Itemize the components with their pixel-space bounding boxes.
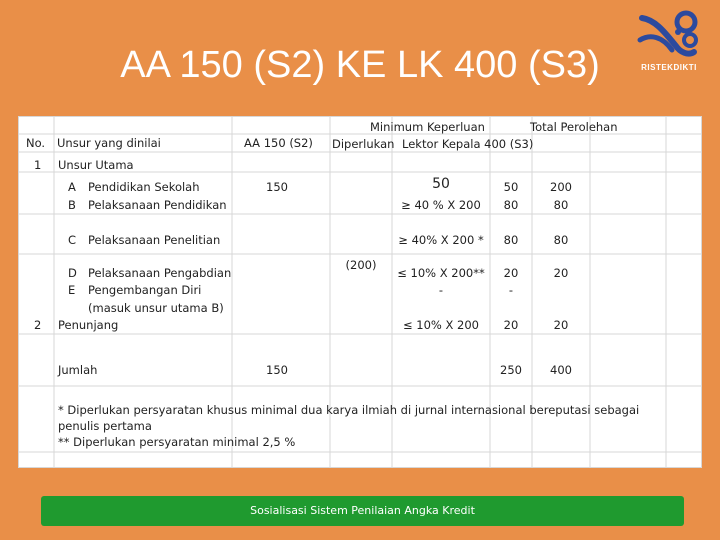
row-d-total2: 20	[553, 266, 569, 280]
footer-banner-button[interactable]: Sosialisasi Sistem Penilaian Angka Kredit	[41, 496, 684, 526]
requirements-table	[18, 116, 702, 468]
footnote-line-2: penulis pertama	[58, 419, 152, 433]
header-lektor-kepala: Lektor Kepala 400 (S3)	[402, 137, 534, 151]
row-penunjang-label: Penunjang	[58, 318, 119, 332]
row-d-lk: ≤ 10% X 200**	[397, 266, 485, 280]
row-c-label: Pelaksanaan Penelitian	[88, 233, 221, 247]
row-b-letter: B	[68, 198, 76, 212]
row-utama-label: Unsur Utama	[58, 158, 134, 172]
row-e-lk: -	[438, 283, 444, 297]
row-a-lk: 50	[432, 176, 450, 192]
row-jumlah-total1: 250	[500, 363, 522, 377]
row-d-letter: D	[68, 266, 77, 280]
row-penunjang-total2: 20	[553, 318, 569, 332]
minimum-value: (200)	[345, 258, 377, 272]
header-total-perolehan: Total Perolehan	[530, 120, 618, 134]
ristekdikti-emblem-icon	[636, 6, 702, 64]
row-penunjang-total1: 20	[503, 318, 519, 332]
footnote-line-3: ** Diperlukan persyaratan minimal 2,5 %	[58, 435, 296, 449]
row-b-lk: ≥ 40 % X 200	[401, 198, 481, 212]
row-e-sub: (masuk unsur utama B)	[88, 301, 224, 315]
header-no: No.	[26, 136, 46, 150]
row-c-letter: C	[68, 233, 77, 247]
row-e-label: Pengembangan Diri	[88, 283, 202, 297]
header-aa150: AA 150 (S2)	[244, 136, 313, 150]
row-e-total1: -	[508, 283, 514, 297]
row-a-letter: A	[68, 180, 76, 194]
row-e-letter: E	[68, 283, 76, 297]
row-penunjang-no: 2	[34, 318, 42, 332]
row-c-lk: ≥ 40% X 200 *	[398, 233, 484, 247]
row-jumlah-total2: 400	[550, 363, 572, 377]
row-b-label: Pelaksanaan Pendidikan	[88, 198, 227, 212]
row-utama-no: 1	[34, 158, 42, 172]
row-c-total1: 80	[503, 233, 519, 247]
ristekdikti-logo	[636, 6, 702, 76]
header-unsur: Unsur yang dinilai	[57, 136, 161, 150]
footnote-line-1: * Diperlukan persyaratan khusus minimal dua karya ilmiah di jurnal internasional bereputasi sebagai	[58, 403, 640, 417]
row-c-total2: 80	[553, 233, 569, 247]
row-jumlah-label: Jumlah	[58, 363, 98, 377]
row-b-total1: 80	[503, 198, 519, 212]
row-d-total1: 20	[503, 266, 519, 280]
row-b-total2: 80	[553, 198, 569, 212]
row-jumlah-aa150: 150	[266, 363, 288, 377]
logo-text: RISTEKDIKTI	[641, 63, 697, 72]
row-d-label: Pelaksanaan Pengabdian	[88, 266, 232, 280]
slide-title: AA 150 (S2) KE LK 400 (S3)	[120, 44, 600, 86]
row-a-total1: 50	[503, 180, 519, 194]
row-a-label: Pendidikan Sekolah	[88, 180, 200, 194]
row-a-aa150: 150	[266, 180, 288, 194]
row-a-total2: 200	[550, 180, 572, 194]
row-penunjang-lk: ≤ 10% X 200	[403, 318, 479, 332]
header-diperlukan: Diperlukan	[332, 137, 395, 151]
footnotes	[58, 402, 639, 450]
header-minimum-keperluan: Minimum Keperluan	[370, 120, 485, 134]
